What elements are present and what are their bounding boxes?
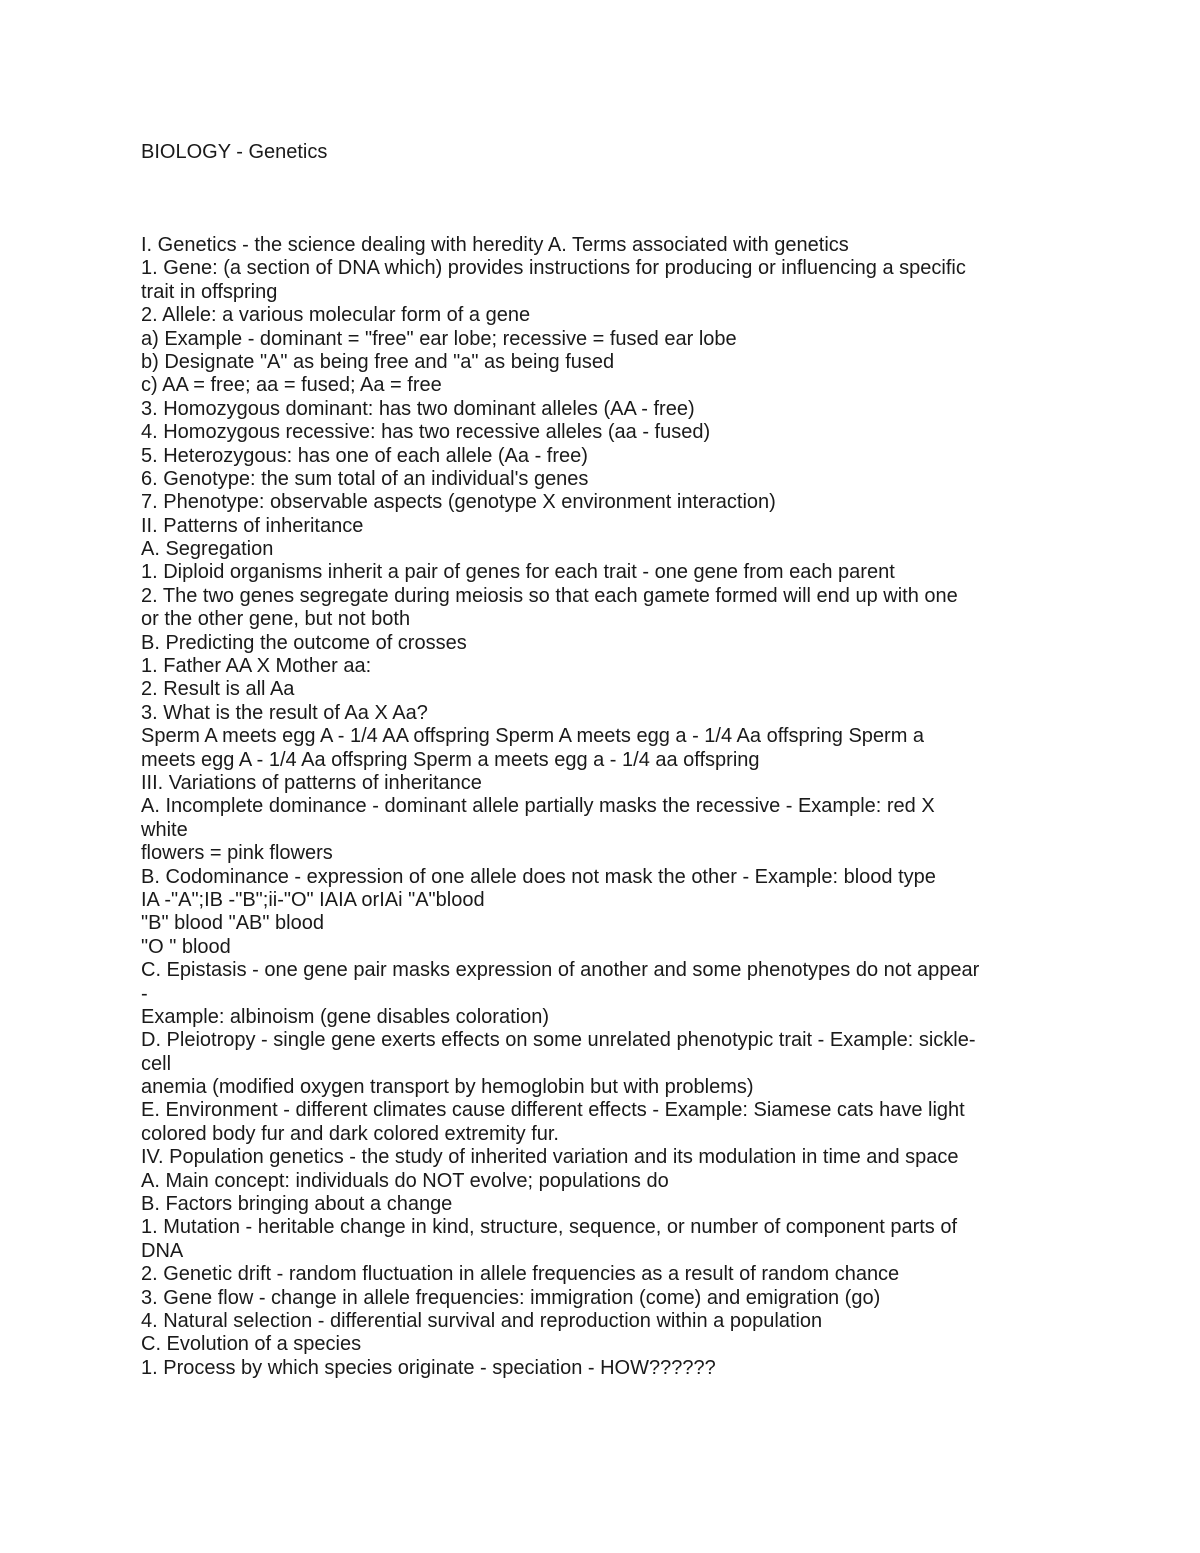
document-line: B. Predicting the outcome of crosses — [141, 631, 467, 654]
document-line: B. Codominance - expression of one allele does not mask the other - Example: blood type — [141, 865, 936, 888]
document-line: I. Genetics - the science dealing with heredity A. Terms associated with genetics — [141, 234, 849, 256]
document-body — [141, 234, 1066, 1380]
document-line: b) Designate "A" as being free and "a" as being fused — [141, 350, 615, 373]
document-line: D. Pleiotropy - single gene exerts effects on some unrelated phenotypic trait - Example: sickle- — [141, 1029, 976, 1052]
document-line: - — [141, 982, 148, 1005]
document-line: 6. Genotype: the sum total of an individual's genes — [141, 467, 589, 490]
document-line: "B" blood "AB" blood — [141, 912, 324, 935]
document-line: meets egg A - 1/4 Aa offspring Sperm a meets egg a - 1/4 aa offspring — [141, 748, 760, 771]
document-line: 2. Result is all Aa — [141, 678, 295, 701]
document-line: Example: albinoism (gene disables coloration) — [141, 1005, 549, 1028]
document-line: B. Factors bringing about a change — [141, 1193, 453, 1216]
document-line: 1. Process by which species originate - speciation - HOW?????? — [141, 1356, 716, 1379]
document-line: 1. Father AA X Mother aa: — [141, 655, 372, 678]
document-line: A. Main concept: individuals do NOT evolve; populations do — [141, 1169, 669, 1192]
document-line: or the other gene, but not both — [141, 608, 411, 631]
document-line: "O " blood — [141, 935, 231, 958]
document-line: anemia (modified oxygen transport by hemoglobin but with problems) — [141, 1076, 754, 1099]
document-line: white — [141, 818, 188, 841]
document-line: 1. Diploid organisms inherit a pair of genes for each trait - one gene from each parent — [141, 561, 895, 584]
document-title: BIOLOGY - Genetics — [141, 141, 328, 163]
document-line: C. Evolution of a species — [141, 1333, 362, 1356]
document-line: 2. Genetic drift - random fluctuation in allele frequencies as a result of random chance — [141, 1263, 900, 1286]
document-line: 7. Phenotype: observable aspects (genotype X environment interaction) — [141, 491, 776, 514]
document-line: 2. The two genes segregate during meiosis so that each gamete formed will end up with one — [141, 584, 958, 607]
document-line: trait in offspring — [141, 280, 278, 303]
document-line: 1. Gene: (a section of DNA which) provides instructions for producing or influencing a specific — [141, 257, 966, 280]
document-line: 3. What is the result of Aa X Aa? — [141, 701, 428, 724]
document-line: a) Example - dominant = "free" ear lobe; recessive = fused ear lobe — [141, 327, 737, 350]
document-line: A. Incomplete dominance - dominant allele partially masks the recessive - Example: red X — [141, 795, 935, 818]
document-line: E. Environment - different climates cause different effects - Example: Siamese cats have light — [141, 1099, 965, 1122]
document-line: A. Segregation — [141, 538, 274, 561]
document-line: 3. Gene flow - change in allele frequencies: immigration (come) and emigration (go) — [141, 1286, 881, 1309]
document-line: colored body fur and dark colored extremity fur. — [141, 1122, 559, 1145]
document-line: C. Epistasis - one gene pair masks expression of another and some phenotypes do not appear — [141, 959, 980, 982]
document-line: 4. Natural selection - differential survival and reproduction within a population — [141, 1309, 823, 1332]
document-line: c) AA = free; aa = fused; Aa = free — [141, 374, 442, 397]
document-line: III. Variations of patterns of inheritance — [141, 771, 482, 794]
document-line: Sperm A meets egg A - 1/4 AA offspring Sperm A meets egg a - 1/4 Aa offspring Sperm a — [141, 725, 925, 748]
document-line: IV. Population genetics - the study of inherited variation and its modulation in time and space — [141, 1146, 959, 1169]
document-line: 3. Homozygous dominant: has two dominant alleles (AA - free) — [141, 397, 695, 420]
document-line: DNA — [141, 1239, 184, 1262]
document-line: 4. Homozygous recessive: has two recessive alleles (aa - fused) — [141, 421, 711, 444]
document-line: IA -"A";IB -"B";ii-"O" IAIA orIAi "A"blood — [141, 888, 485, 911]
document-line: flowers = pink flowers — [141, 842, 333, 865]
document-line: 1. Mutation - heritable change in kind, structure, sequence, or number of component parts of — [141, 1216, 958, 1239]
document-line: 5. Heterozygous: has one of each allele (Aa - free) — [141, 444, 588, 467]
document-line: 2. Allele: a various molecular form of a gene — [141, 304, 531, 327]
document-line: II. Patterns of inheritance — [141, 514, 364, 537]
document-line: cell — [141, 1052, 172, 1075]
